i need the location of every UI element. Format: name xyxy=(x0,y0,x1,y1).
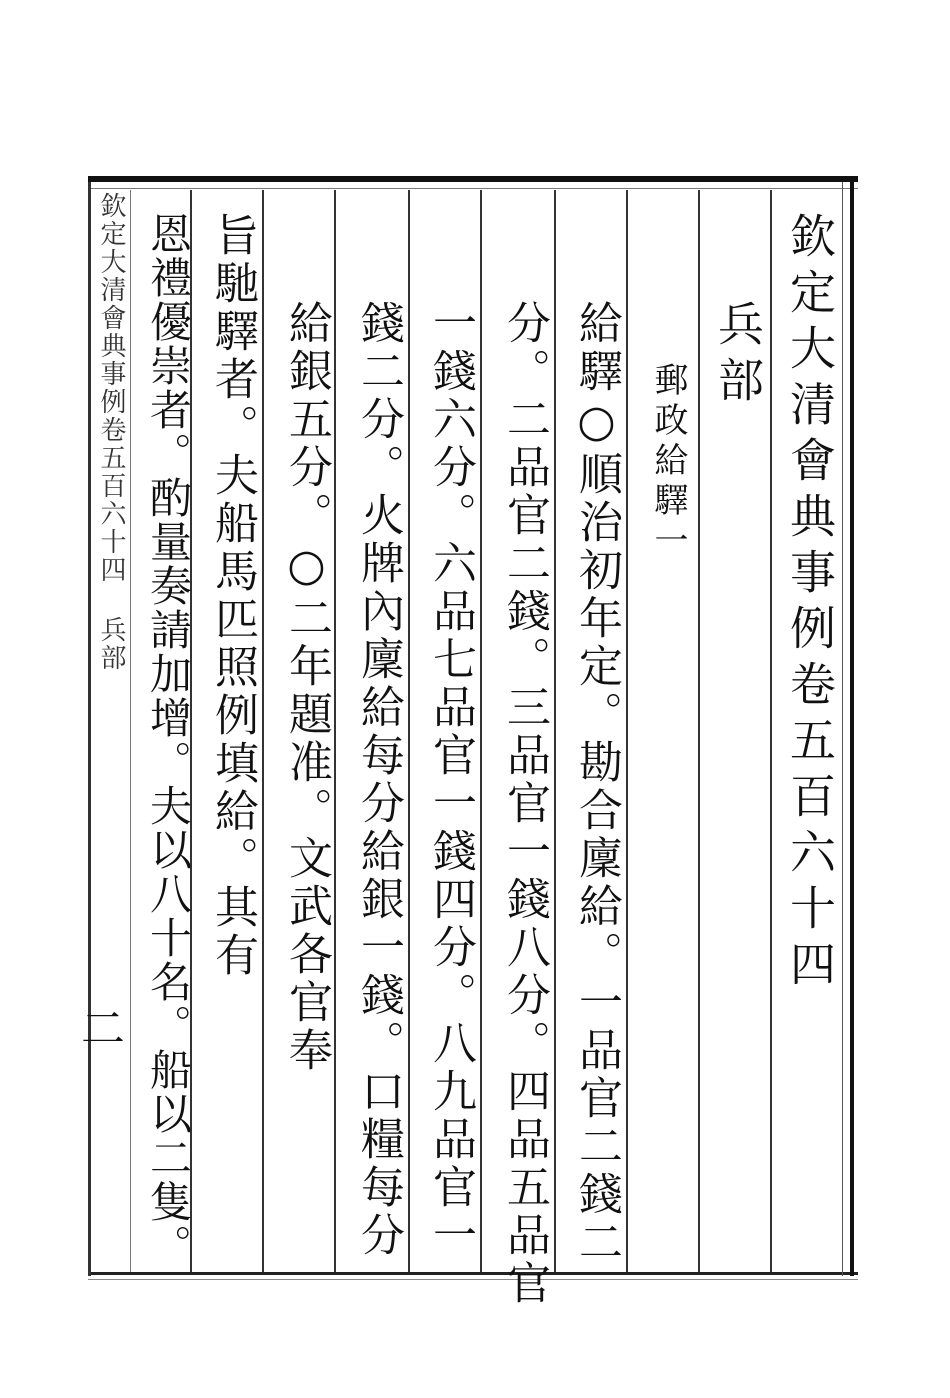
column-divider xyxy=(698,190,700,1272)
text-column-9: 旨馳驛者。夫船馬匹照例填給。其有 xyxy=(207,212,258,980)
text-column-5: 分。二品官二錢。三品官一錢八分。四品五品官 xyxy=(499,300,550,1308)
text-column-1: 欽定大清會典事例卷五百六十四 xyxy=(783,212,837,996)
text-column-7: 錢二分。火牌內廩給每分給銀一錢。口糧每分 xyxy=(353,300,404,1260)
text-column-2: 兵部 xyxy=(711,300,765,412)
text-column-4: 給驛○順治初年定。勘合廩給。一品官二錢二 xyxy=(571,300,622,1267)
column-divider xyxy=(480,190,482,1272)
column-divider xyxy=(334,190,336,1272)
frame-right-inner-border xyxy=(842,182,843,1276)
gutter-title xyxy=(90,192,130,672)
column-divider xyxy=(554,190,556,1272)
folio-number: 二 xyxy=(73,1005,124,1049)
frame-top-inner-border xyxy=(88,188,858,189)
text-column-10: 恩禮優崇者。酌量奏請加增。夫以八十名。船以二隻。 xyxy=(144,212,193,1268)
column-divider xyxy=(262,190,264,1272)
gutter-label: 欽定大清會典事例卷五百六十四 xyxy=(96,192,126,584)
text-column-8: 給銀五分。○二年題准。文武各官奉 xyxy=(281,300,332,1075)
gutter-section: 兵部 xyxy=(96,616,126,672)
frame-right-border xyxy=(850,182,854,1276)
column-divider xyxy=(770,190,772,1272)
frame-bottom-border xyxy=(88,1272,858,1275)
text-column-6: 一錢六分。六品七品官一錢四分。八九品官一 xyxy=(425,300,476,1260)
frame-bottom-inner-border xyxy=(88,1279,858,1280)
frame-top-border xyxy=(88,176,858,182)
column-divider xyxy=(626,190,628,1272)
gutter-divider xyxy=(130,190,131,1272)
text-column-3: 郵政給驛一 xyxy=(648,362,688,562)
column-divider xyxy=(408,190,410,1272)
